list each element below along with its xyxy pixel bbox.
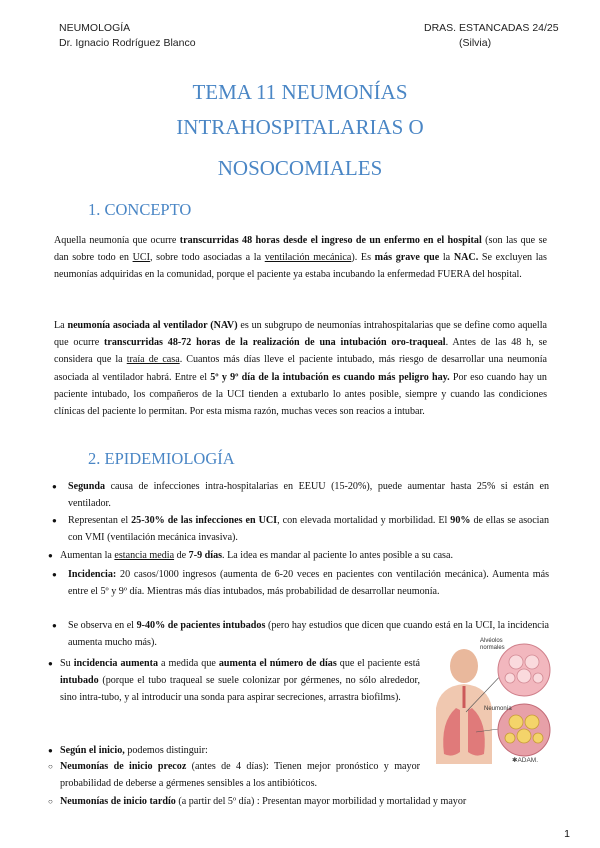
sub-list-item: ○ Neumonías de inicio tardío (a partir del 5º día) : Presentan mayor morbilidad y mortalidad y mayor <box>48 793 548 810</box>
bullet-icon: ● <box>48 746 53 755</box>
page-number: 1 <box>564 828 570 840</box>
adam-logo: ✱ADAM. <box>512 757 539 764</box>
title-line-1: TEMA 11 NEUMONÍAS <box>192 80 408 104</box>
header-subject: NEUMOLOGÍA <box>59 22 131 34</box>
circle-bullet-icon: ○ <box>48 762 53 771</box>
list-item: ● Representan el 25-30% de las infecciones en UCI, con elevada mortalidad y morbilidad. El 90% de ellas se asocian con VMI (ventilación mecánica invasiva). <box>52 512 549 546</box>
list-item: ● Según el inicio, podemos distinguir: <box>48 742 420 759</box>
paragraph-concepto-1: Aquella neumonía que ocurre transcurridas 48 horas desde el ingreso de un enfermo en el hospital (son las que se dan sobre todo en UCI, sobre todo asociadas a la ventilación mecánica). Es más grave que la NAC. Se excluyen las neumonías adquiridas en la comunidad, porque el paciente ya estaba incubando la enfermedad FUERA del hospital. <box>54 235 547 281</box>
list-item: ● Incidencia: 20 casos/1000 ingresos (aumenta de 6-20 veces en pacientes con ventilación mecánica). Aumenta más entre el 5º y 9º día. Mientras más días intubados, más probabilidad de desarrollar neumonía. <box>52 566 549 600</box>
figure-label-pneumonia: Neumonía <box>484 706 512 712</box>
header-professor: Dr. Ignacio Rodríguez Blanco <box>59 37 196 49</box>
sub-list-item: ○ Neumonías de inicio precoz (antes de 4 días): Tienen mejor pronóstico y mayor probabilidad de deberse a gérmenes sensibles a los antibióticos. <box>48 758 420 792</box>
list-item: ● Su incidencia aumenta a medida que aumenta el número de días que el paciente está intubado (porque el tubo traqueal se suele colonizar por gérmenes, no sólo alrededor, sino intra-tubo, y al introducir una sonda para aspirar secreciones, arrastra biofilms). <box>48 655 420 706</box>
bullet-icon: ● <box>52 516 57 525</box>
header-author-name: (Silvia) <box>459 37 492 49</box>
figure-label-normal-alveoli: Alvéolos normales <box>480 638 505 651</box>
title-line-2: INTRAHOSPITALARIAS O <box>176 115 424 139</box>
bullet-icon: ● <box>48 659 53 668</box>
list-item: ● Aumentan la estancia media de 7-9 días. La idea es mandar al paciente lo antes posible a su casa. <box>48 547 545 564</box>
bullet-icon: ● <box>52 570 57 579</box>
bullet-icon: ● <box>48 551 53 560</box>
circle-bullet-icon: ○ <box>48 797 53 806</box>
list-item: ● Se observa en el 9-40% de pacientes intubados (pero hay estudios que dicen que cuando está en la UCI, la incidencia aumenta mucho más). <box>52 617 549 651</box>
list-item: ● Segunda causa de infecciones intra-hospitalarias en EEUU (15-20%), puede aumentar hasta 25% si están en ventilador. <box>52 478 549 512</box>
header-authors: DRAS. ESTANCADAS 24/25 <box>424 22 559 34</box>
paragraph-concepto-2: La neumonía asociada al ventilador (NAV) es un subgrupo de neumonías intrahospitalarias que se define como aquella que ocurre transcurridas 48-72 horas de la realización de una intubación oro-traqueal. Antes de las 48 h, se considera que la traía de casa. Cuantos más días lleve el paciente intubado, más riesgo de desarrollar una neumonía asociada al ventilador habrá. Entre el 5º y 9º día de la intubación es cuando más peligro hay. Por eso cuando hay un paciente intubado, los compañeros de la UCI tienden a extubarlo lo antes posible, siempre y cuando las condiciones clínicas del paciente lo permitan. Por esta misma razón, muchas veces son reacios a intubar. <box>54 320 548 418</box>
section-heading-concepto: 1. CONCEPTO <box>88 200 192 219</box>
pneumonia-illustration <box>420 636 552 764</box>
lungs-alveoli-icon <box>420 636 552 764</box>
title-line-3: NOSOCOMIALES <box>217 156 383 180</box>
section-heading-epidemiologia: 2. EPIDEMIOLOGÍA <box>88 449 235 468</box>
bullet-icon: ● <box>52 482 57 491</box>
bullet-icon: ● <box>52 621 57 630</box>
